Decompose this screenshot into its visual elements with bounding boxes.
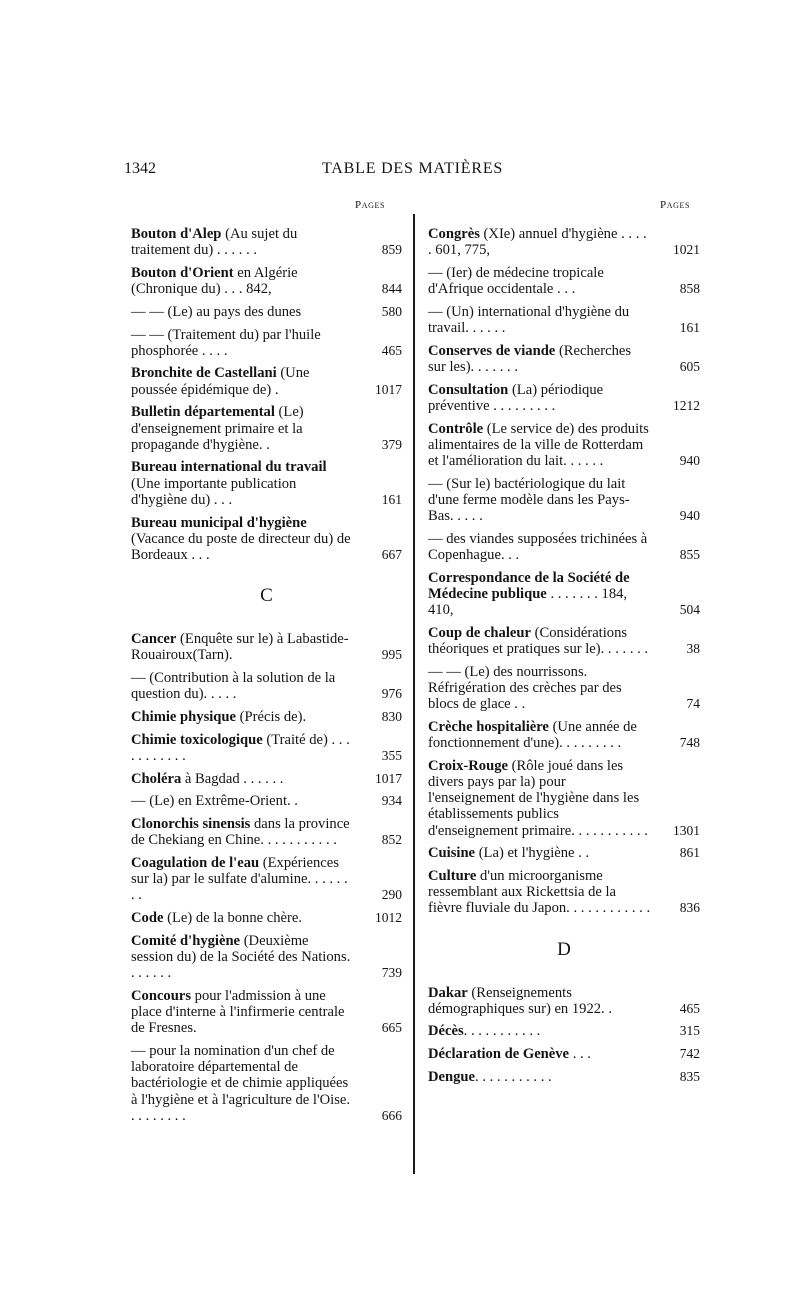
index-entry <box>131 771 402 787</box>
entry-description: — (Sur le) bactériologique du lait d'une ferme modèle dans les Pays-Bas. . . . . <box>428 475 630 525</box>
entry-page-number: 858 <box>679 281 700 297</box>
entry-heading: Bulletin départemental <box>131 404 275 421</box>
index-entry <box>428 570 700 619</box>
entry-text <box>131 709 402 725</box>
entry-heading: Choléra <box>131 770 182 787</box>
entry-heading: Chimie toxicologique <box>131 731 263 748</box>
entry-description: (Considérations théoriques et pratiques sur le). . . . . . . <box>428 624 649 657</box>
entry-heading: Clonorchis sinensis <box>131 815 251 832</box>
entry-page-number: 1021 <box>673 242 700 258</box>
entry-text <box>131 816 402 848</box>
entry-page-number: 74 <box>686 696 700 712</box>
entry-page-number: 859 <box>381 242 402 258</box>
entry-description: (Une année de fonctionnement d'une). . . . . . . . . <box>428 718 637 751</box>
entry-page-number: 934 <box>381 793 402 809</box>
entry-text <box>131 855 402 904</box>
entry-text <box>428 1069 700 1085</box>
entry-text <box>428 476 700 525</box>
entry-page-number: 1301 <box>673 822 700 838</box>
entry-description: (La) périodique préventive . . . . . . . . . <box>428 381 604 414</box>
entry-page-number: 830 <box>381 708 402 724</box>
entry-description: . . . . . . . . . . . <box>475 1068 552 1085</box>
entry-description: d'un microorganisme ressemblant aux Rickettsia de la fièvre fluviale du Japon. . . . . . . . . . . . <box>428 867 651 917</box>
entry-heading: Bouton d'Orient <box>131 264 234 281</box>
entry-text <box>131 1043 402 1124</box>
entry-page-number: 666 <box>381 1107 402 1123</box>
entry-heading: Dengue <box>428 1068 476 1085</box>
entry-page-number: 1017 <box>375 381 402 397</box>
entry-heading: Coup de chaleur <box>428 624 531 641</box>
entry-page-number: 1017 <box>375 770 402 786</box>
entry-text <box>428 664 700 713</box>
entry-description: (Rôle joué dans les divers pays par la) pour l'enseignement de l'hygiène dans les établissements publics d'enseignement primaire. . . . . . . . . . . <box>428 757 648 839</box>
entry-text <box>428 1046 700 1062</box>
entry-description: . . . . . . . . . . . <box>463 1023 541 1040</box>
entry-text <box>131 631 402 663</box>
entry-heading: Croix-Rouge <box>428 757 508 774</box>
index-entry <box>428 226 700 258</box>
entry-text <box>428 845 700 861</box>
entry-description: (Une importante publication d'hygiène du) . . . <box>131 475 297 508</box>
entry-text <box>428 1023 700 1039</box>
entry-heading: Cuisine <box>428 845 476 862</box>
pages-label-right: Pages <box>660 199 691 211</box>
running-title: TABLE DES MATIÈRES <box>322 160 504 177</box>
entry-page-number: 379 <box>381 436 402 452</box>
entry-heading: Coagulation de l'eau <box>131 854 260 871</box>
entry-text <box>131 404 402 453</box>
entry-description: — — (Le) des nourrissons. Réfrigération des crèches par des blocs de glace . . <box>428 663 622 713</box>
entry-description: (Expériences sur la) par le sulfate d'alumine. . . . . . . . <box>131 854 348 904</box>
entry-description: . . . <box>569 1046 591 1063</box>
entry-description: (La) et l'hygiène . . <box>475 845 590 862</box>
index-entry <box>131 304 402 320</box>
entry-page-number: 852 <box>381 832 402 848</box>
entry-heading: Conserves de viande <box>428 342 556 359</box>
entry-text <box>131 365 402 397</box>
entry-description: — pour la nomination d'un chef de laboratoire départemental de bactériologie et de chimie appliquées à l'hygiène et à l'agriculture de l'Oise. . . . . . . . . <box>131 1042 351 1124</box>
entry-page-number: 940 <box>679 452 700 468</box>
entry-description: (Vacance du poste de directeur du) de Bordeaux . . . <box>131 530 351 563</box>
entry-text <box>428 343 700 375</box>
entry-heading: Culture <box>428 867 477 884</box>
entry-heading: Congrès <box>428 226 480 242</box>
index-entry <box>131 404 402 453</box>
index-entry <box>131 459 402 508</box>
entry-text <box>428 382 700 414</box>
entry-description: dans la province de Chekiang en Chine. . . . . . . . . . . <box>131 815 350 849</box>
entry-page-number: 739 <box>381 965 402 981</box>
entry-text <box>131 988 402 1037</box>
entry-description: (XIe) annuel d'hygiène . . . . . 601, 775, <box>428 226 647 259</box>
entry-text <box>428 421 700 470</box>
index-entry <box>428 845 700 861</box>
entry-text <box>131 304 402 320</box>
entry-description: (Le) de la bonne chère. <box>163 910 302 926</box>
entry-description: en Algérie (Chronique du) . . . 842, <box>131 264 298 298</box>
entry-heading: Dakar <box>428 984 468 1001</box>
index-entry <box>131 910 402 926</box>
section-letter-heading: C <box>260 585 273 607</box>
entry-text <box>131 226 402 258</box>
entry-page-number: 580 <box>381 303 402 319</box>
entry-heading: Cancer <box>131 631 177 648</box>
entry-page-number: 995 <box>381 647 402 663</box>
entry-text <box>428 304 700 336</box>
entry-heading: Correspondance de la Société de Médecine publique <box>428 569 630 602</box>
entry-description: — des viandes supposées trichinées à Copenhague. . . <box>428 530 648 563</box>
index-entry <box>428 1046 700 1062</box>
index-entry <box>131 226 402 258</box>
entry-text <box>428 625 700 657</box>
entry-text <box>131 910 402 926</box>
index-entry <box>131 988 402 1037</box>
index-entry <box>131 631 402 663</box>
entry-heading: Bronchite de Castellani <box>131 365 277 382</box>
entry-page-number: 844 <box>381 281 402 297</box>
entry-description: (Recherches sur les). . . . . . . <box>428 342 632 375</box>
index-entry <box>428 985 700 1017</box>
entry-text <box>428 226 700 258</box>
entry-description: — (Un) international d'hygiène du travail. . . . . . <box>428 303 630 337</box>
index-entry <box>428 1069 700 1085</box>
index-entry <box>428 868 700 917</box>
entry-text <box>428 758 700 839</box>
index-entry <box>428 1023 700 1039</box>
entry-page-number: 465 <box>381 342 402 358</box>
index-entry <box>428 265 700 297</box>
entry-page-number: 161 <box>381 491 402 507</box>
entry-text <box>428 265 700 297</box>
entry-page-number: 855 <box>679 546 700 562</box>
entry-page-number: 667 <box>381 546 402 562</box>
entry-page-number: 161 <box>679 320 700 336</box>
index-entry <box>428 664 700 713</box>
entry-text <box>131 933 402 982</box>
index-entry <box>428 531 700 563</box>
index-entry <box>428 343 700 375</box>
entry-text <box>428 985 700 1017</box>
entry-page-number: 836 <box>679 900 700 916</box>
page-number: 1342 <box>124 160 156 177</box>
entry-text <box>131 459 402 508</box>
entry-description: — — (Traitement du) par l'huile phosphorée . . . . <box>131 326 321 359</box>
index-entry <box>131 327 402 359</box>
entry-description: (Le) d'enseignement primaire et la propagande d'hygiène. . <box>131 404 304 453</box>
index-entry <box>428 719 700 751</box>
left-column <box>131 226 402 1130</box>
entry-page-number: 1012 <box>375 910 402 925</box>
entry-description: (Renseignements démographiques sur) en 1922. . <box>428 984 613 1017</box>
column-divider <box>413 214 415 1174</box>
entry-text <box>428 868 700 917</box>
entry-text <box>428 531 700 563</box>
index-entry <box>131 515 402 564</box>
entry-description: — (Ier) de médecine tropicale d'Afrique occidentale . . . <box>428 264 604 298</box>
entry-text <box>131 670 402 702</box>
entry-text <box>131 265 402 297</box>
entry-heading: Comité d'hygiène <box>131 932 241 949</box>
entry-description: (Au sujet du traitement du) . . . . . . <box>131 226 298 259</box>
index-entry <box>428 304 700 336</box>
entry-description: pour l'admission à une place d'interne à l'infirmerie centrale de Fresnes. <box>131 987 345 1037</box>
entry-heading: Concours <box>131 987 191 1004</box>
entry-page-number: 976 <box>381 686 402 702</box>
index-entry <box>131 365 402 397</box>
entry-text <box>131 327 402 359</box>
index-entry <box>131 933 402 982</box>
entry-heading: Décès <box>428 1023 464 1040</box>
pages-label-left: Pages <box>355 199 386 211</box>
entry-text <box>131 771 402 787</box>
entry-page-number: 1212 <box>673 397 700 413</box>
index-entry <box>428 476 700 525</box>
entry-description: (Enquête sur le) à Labastide-Rouairoux(Tarn). <box>131 631 349 664</box>
entry-page-number: 315 <box>679 1023 700 1039</box>
index-entry <box>131 265 402 297</box>
entry-page-number: 940 <box>679 508 700 524</box>
entry-description: . . . . . . . 184, 410, <box>428 585 628 619</box>
entry-description: (Deuxième session du) de la Société des Nations. . . . . . . <box>131 932 351 982</box>
entry-heading: Consultation <box>428 381 509 398</box>
right-column <box>428 226 700 1092</box>
index-entry <box>131 709 402 725</box>
entry-page-number: 355 <box>381 747 402 763</box>
entry-page-number: 465 <box>679 1000 700 1016</box>
index-entry <box>131 1043 402 1124</box>
entry-page-number: 742 <box>679 1046 700 1062</box>
entry-description: (Traité de) . . . . . . . . . . . <box>131 731 350 764</box>
entry-description: — (Le) en Extrême-Orient. . <box>131 793 298 810</box>
entry-page-number: 605 <box>679 358 700 374</box>
entry-heading: Bureau international du travail <box>131 459 327 476</box>
entry-heading: Bureau municipal d'hygiène <box>131 514 307 531</box>
index-entry <box>131 670 402 702</box>
entry-page-number: 835 <box>679 1068 700 1084</box>
entry-text <box>131 732 402 764</box>
entry-heading: Contrôle <box>428 420 484 437</box>
entry-description: à Bagdad . . . . . . <box>181 770 284 787</box>
index-entry <box>131 732 402 764</box>
entry-heading: Code <box>131 910 164 926</box>
entry-page-number: 504 <box>679 602 700 618</box>
index-entry <box>131 793 402 809</box>
entry-description: — — (Le) au pays des dunes <box>131 303 302 320</box>
entry-description: (Une poussée épidémique de) . <box>131 365 310 398</box>
section-letter-heading: D <box>557 938 571 960</box>
index-entry <box>131 816 402 848</box>
entry-page-number: 290 <box>381 887 402 903</box>
entry-description: (Précis de). <box>236 708 307 725</box>
entry-page-number: 38 <box>686 640 700 656</box>
entry-page-number: 861 <box>679 845 700 861</box>
entry-heading: Crèche hospitalière <box>428 718 549 735</box>
index-entry <box>428 758 700 839</box>
entry-text <box>428 719 700 751</box>
index-entry <box>428 421 700 470</box>
entry-description: — (Contribution à la solution de la question du). . . . . <box>131 670 336 703</box>
index-entry <box>131 855 402 904</box>
entry-heading: Déclaration de Genève <box>428 1046 570 1063</box>
entry-description: (Le service de) des produits alimentaires de la ville de Rotterdam et l'amélioration du lait. . . . . . <box>428 420 649 469</box>
entry-text <box>131 515 402 564</box>
entry-heading: Bouton d'Alep <box>131 226 222 242</box>
index-entry <box>428 382 700 414</box>
entry-page-number: 748 <box>679 734 700 750</box>
entry-heading: Chimie physique <box>131 708 237 725</box>
entry-text <box>428 570 700 619</box>
entry-page-number: 665 <box>381 1020 402 1036</box>
index-entry <box>428 625 700 657</box>
entry-text <box>131 793 402 809</box>
